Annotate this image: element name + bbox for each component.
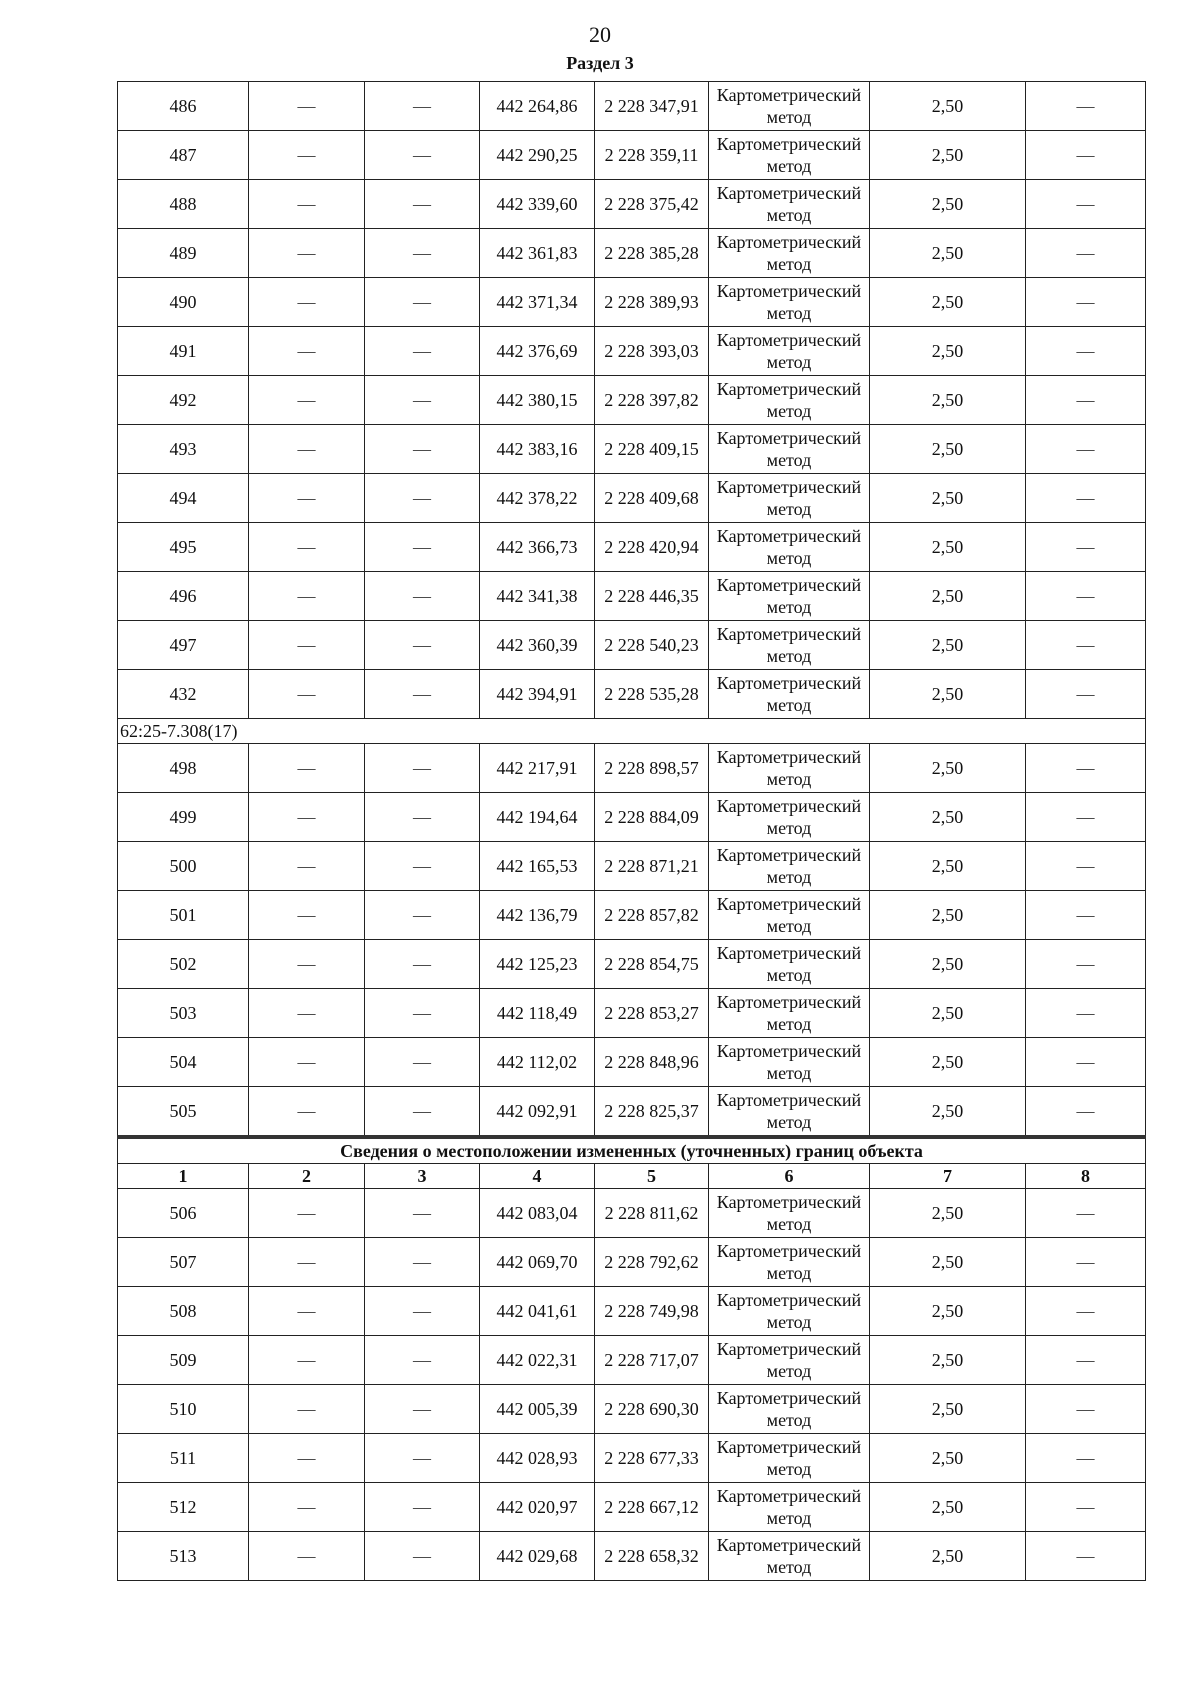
accuracy-value: 2,50 (870, 793, 1026, 842)
coordinate-x: 442 005,39 (480, 1385, 595, 1434)
method-cell: Картометрический метод (709, 1087, 870, 1138)
accuracy-value: 2,50 (870, 940, 1026, 989)
coordinate-x: 442 290,25 (480, 131, 595, 180)
column-3-value: — (365, 131, 480, 180)
coordinate-x: 442 394,91 (480, 670, 595, 719)
column-3-value: — (365, 744, 480, 793)
point-number: 499 (118, 793, 249, 842)
column-8-value: — (1026, 229, 1146, 278)
table-row (118, 1189, 1146, 1238)
table-row (118, 1287, 1146, 1336)
column-8-value: — (1026, 572, 1146, 621)
accuracy-value: 2,50 (870, 229, 1026, 278)
coordinate-x: 442 360,39 (480, 621, 595, 670)
point-number: 506 (118, 1189, 249, 1238)
column-8-value: — (1026, 180, 1146, 229)
column-2-value: — (249, 1483, 365, 1532)
coordinate-y: 2 228 540,23 (595, 621, 709, 670)
column-2-value: — (249, 327, 365, 376)
column-2-value: — (249, 842, 365, 891)
coordinate-x: 442 217,91 (480, 744, 595, 793)
accuracy-value: 2,50 (870, 744, 1026, 793)
accuracy-value: 2,50 (870, 278, 1026, 327)
column-8-value: — (1026, 1038, 1146, 1087)
column-3-value: — (365, 572, 480, 621)
coordinate-x: 442 366,73 (480, 523, 595, 572)
accuracy-value: 2,50 (870, 1483, 1026, 1532)
column-2-value: — (249, 82, 365, 131)
column-3-value: — (365, 376, 480, 425)
coordinate-x: 442 069,70 (480, 1238, 595, 1287)
accuracy-value: 2,50 (870, 1434, 1026, 1483)
coordinate-y: 2 228 853,27 (595, 989, 709, 1038)
coordinate-y: 2 228 677,33 (595, 1434, 709, 1483)
column-8-value: — (1026, 989, 1146, 1038)
column-2-value: — (249, 989, 365, 1038)
method-cell: Картометрический метод (709, 180, 870, 229)
table-row (118, 229, 1146, 278)
coordinate-y: 2 228 854,75 (595, 940, 709, 989)
column-2-value: — (249, 425, 365, 474)
point-number: 491 (118, 327, 249, 376)
column-3-value: — (365, 327, 480, 376)
coordinate-x: 442 136,79 (480, 891, 595, 940)
table-row (118, 1385, 1146, 1434)
column-2-value: — (249, 1189, 365, 1238)
table-row (118, 425, 1146, 474)
coordinate-x: 442 092,91 (480, 1087, 595, 1138)
point-number: 489 (118, 229, 249, 278)
point-number: 505 (118, 1087, 249, 1138)
accuracy-value: 2,50 (870, 1087, 1026, 1138)
accuracy-value: 2,50 (870, 621, 1026, 670)
accuracy-value: 2,50 (870, 523, 1026, 572)
table-section-group (118, 744, 1146, 1138)
method-cell: Картометрический метод (709, 523, 870, 572)
column-3-value: — (365, 670, 480, 719)
point-number: 497 (118, 621, 249, 670)
column-3-value: — (365, 1038, 480, 1087)
column-8-value: — (1026, 1336, 1146, 1385)
coordinate-x: 442 341,38 (480, 572, 595, 621)
table-row (118, 793, 1146, 842)
accuracy-value: 2,50 (870, 891, 1026, 940)
column-3-value: — (365, 1087, 480, 1138)
column-8-value: — (1026, 1087, 1146, 1138)
section-heading: Сведения о местоположении измененных (уточненных) границ объекта (118, 1137, 1146, 1164)
table-row (118, 621, 1146, 670)
coordinate-x: 442 194,64 (480, 793, 595, 842)
point-number: 504 (118, 1038, 249, 1087)
column-8-value: — (1026, 1287, 1146, 1336)
column-2-value: — (249, 229, 365, 278)
coordinate-x: 442 361,83 (480, 229, 595, 278)
column-3-value: — (365, 180, 480, 229)
method-cell: Картометрический метод (709, 940, 870, 989)
column-2-value: — (249, 1336, 365, 1385)
accuracy-value: 2,50 (870, 1189, 1026, 1238)
column-8-value: — (1026, 1189, 1146, 1238)
table-row (118, 278, 1146, 327)
coordinate-y: 2 228 848,96 (595, 1038, 709, 1087)
coordinate-x: 442 118,49 (480, 989, 595, 1038)
column-number: 1 (118, 1164, 249, 1189)
column-number: 4 (480, 1164, 595, 1189)
table-row (118, 1434, 1146, 1483)
column-3-value: — (365, 82, 480, 131)
point-number: 510 (118, 1385, 249, 1434)
coordinate-x: 442 020,97 (480, 1483, 595, 1532)
point-number: 488 (118, 180, 249, 229)
method-cell: Картометрический метод (709, 82, 870, 131)
method-cell: Картометрический метод (709, 229, 870, 278)
method-cell: Картометрический метод (709, 1336, 870, 1385)
coordinate-y: 2 228 359,11 (595, 131, 709, 180)
table-row (118, 1532, 1146, 1581)
coordinate-y: 2 228 393,03 (595, 327, 709, 376)
column-2-value: — (249, 523, 365, 572)
accuracy-value: 2,50 (870, 670, 1026, 719)
column-3-value: — (365, 278, 480, 327)
method-cell: Картометрический метод (709, 376, 870, 425)
coordinate-y: 2 228 535,28 (595, 670, 709, 719)
column-8-value: — (1026, 131, 1146, 180)
coordinate-y: 2 228 397,82 (595, 376, 709, 425)
method-cell: Картометрический метод (709, 327, 870, 376)
method-cell: Картометрический метод (709, 425, 870, 474)
table-row (118, 1336, 1146, 1385)
point-number: 487 (118, 131, 249, 180)
point-number: 432 (118, 670, 249, 719)
coordinate-x: 442 083,04 (480, 1189, 595, 1238)
table-section-heading (118, 1137, 1146, 1189)
accuracy-value: 2,50 (870, 1238, 1026, 1287)
column-3-value: — (365, 1532, 480, 1581)
column-8-value: — (1026, 1483, 1146, 1532)
table-row (118, 940, 1146, 989)
column-8-value: — (1026, 744, 1146, 793)
coordinate-x: 442 028,93 (480, 1434, 595, 1483)
column-8-value: — (1026, 891, 1146, 940)
column-8-value: — (1026, 327, 1146, 376)
point-number: 493 (118, 425, 249, 474)
column-8-value: — (1026, 82, 1146, 131)
accuracy-value: 2,50 (870, 180, 1026, 229)
method-cell: Картометрический метод (709, 1434, 870, 1483)
method-cell: Картометрический метод (709, 1238, 870, 1287)
column-8-value: — (1026, 376, 1146, 425)
coordinate-y: 2 228 389,93 (595, 278, 709, 327)
point-number: 513 (118, 1532, 249, 1581)
table-row (118, 989, 1146, 1038)
column-2-value: — (249, 376, 365, 425)
coordinate-x: 442 264,86 (480, 82, 595, 131)
column-2-value: — (249, 1238, 365, 1287)
table-row (118, 891, 1146, 940)
point-number: 508 (118, 1287, 249, 1336)
point-number: 494 (118, 474, 249, 523)
point-number: 486 (118, 82, 249, 131)
coordinate-y: 2 228 717,07 (595, 1336, 709, 1385)
column-3-value: — (365, 891, 480, 940)
table-row (118, 572, 1146, 621)
method-cell: Картометрический метод (709, 744, 870, 793)
column-8-value: — (1026, 1238, 1146, 1287)
coordinates-table (117, 81, 1146, 1581)
column-3-value: — (365, 793, 480, 842)
coordinate-y: 2 228 347,91 (595, 82, 709, 131)
column-3-value: — (365, 1385, 480, 1434)
accuracy-value: 2,50 (870, 1336, 1026, 1385)
coordinate-y: 2 228 658,32 (595, 1532, 709, 1581)
accuracy-value: 2,50 (870, 572, 1026, 621)
column-8-value: — (1026, 1385, 1146, 1434)
coordinate-y: 2 228 385,28 (595, 229, 709, 278)
table-section-bottom (118, 1189, 1146, 1581)
column-2-value: — (249, 131, 365, 180)
column-2-value: — (249, 1434, 365, 1483)
column-2-value: — (249, 1385, 365, 1434)
column-3-value: — (365, 621, 480, 670)
column-3-value: — (365, 842, 480, 891)
table-row (118, 474, 1146, 523)
accuracy-value: 2,50 (870, 131, 1026, 180)
column-2-value: — (249, 1038, 365, 1087)
accuracy-value: 2,50 (870, 376, 1026, 425)
accuracy-value: 2,50 (870, 474, 1026, 523)
point-number: 490 (118, 278, 249, 327)
method-cell: Картометрический метод (709, 670, 870, 719)
column-8-value: — (1026, 523, 1146, 572)
coordinate-y: 2 228 898,57 (595, 744, 709, 793)
accuracy-value: 2,50 (870, 1385, 1026, 1434)
column-3-value: — (365, 1336, 480, 1385)
table-row (118, 670, 1146, 719)
column-2-value: — (249, 474, 365, 523)
column-number: 2 (249, 1164, 365, 1189)
method-cell: Картометрический метод (709, 621, 870, 670)
coordinate-x: 442 378,22 (480, 474, 595, 523)
column-8-value: — (1026, 278, 1146, 327)
table-row (118, 744, 1146, 793)
column-2-value: — (249, 278, 365, 327)
group-label: 62:25-7.308(17) (118, 719, 1146, 744)
point-number: 511 (118, 1434, 249, 1483)
point-number: 509 (118, 1336, 249, 1385)
column-3-value: — (365, 989, 480, 1038)
accuracy-value: 2,50 (870, 1287, 1026, 1336)
column-8-value: — (1026, 940, 1146, 989)
accuracy-value: 2,50 (870, 82, 1026, 131)
section-title: Раздел 3 (566, 53, 634, 73)
column-8-value: — (1026, 793, 1146, 842)
column-2-value: — (249, 621, 365, 670)
method-cell: Картометрический метод (709, 793, 870, 842)
table-row (118, 842, 1146, 891)
column-number: 6 (709, 1164, 870, 1189)
method-cell: Картометрический метод (709, 278, 870, 327)
table-group-header (118, 719, 1146, 744)
accuracy-value: 2,50 (870, 989, 1026, 1038)
column-3-value: — (365, 1434, 480, 1483)
coordinate-x: 442 371,34 (480, 278, 595, 327)
method-cell: Картометрический метод (709, 1038, 870, 1087)
coordinate-x: 442 125,23 (480, 940, 595, 989)
coordinate-y: 2 228 409,68 (595, 474, 709, 523)
column-3-value: — (365, 229, 480, 278)
column-number: 5 (595, 1164, 709, 1189)
method-cell: Картометрический метод (709, 1189, 870, 1238)
table-row (118, 376, 1146, 425)
coordinate-y: 2 228 690,30 (595, 1385, 709, 1434)
point-number: 495 (118, 523, 249, 572)
coordinate-y: 2 228 825,37 (595, 1087, 709, 1138)
coordinate-y: 2 228 792,62 (595, 1238, 709, 1287)
point-number: 492 (118, 376, 249, 425)
table-row (118, 327, 1146, 376)
column-2-value: — (249, 572, 365, 621)
column-2-value: — (249, 793, 365, 842)
coordinate-y: 2 228 857,82 (595, 891, 709, 940)
table-row (118, 180, 1146, 229)
coordinate-y: 2 228 375,42 (595, 180, 709, 229)
point-number: 512 (118, 1483, 249, 1532)
column-2-value: — (249, 940, 365, 989)
table-row (118, 1087, 1146, 1138)
column-8-value: — (1026, 1434, 1146, 1483)
method-cell: Картометрический метод (709, 842, 870, 891)
coordinate-y: 2 228 446,35 (595, 572, 709, 621)
method-cell: Картометрический метод (709, 474, 870, 523)
method-cell: Картометрический метод (709, 572, 870, 621)
method-cell: Картометрический метод (709, 1483, 870, 1532)
accuracy-value: 2,50 (870, 1038, 1026, 1087)
column-2-value: — (249, 891, 365, 940)
table-row (118, 1238, 1146, 1287)
group-label-row (118, 719, 1146, 744)
coordinate-x: 442 029,68 (480, 1532, 595, 1581)
coordinate-y: 2 228 884,09 (595, 793, 709, 842)
coordinate-y: 2 228 420,94 (595, 523, 709, 572)
column-8-value: — (1026, 842, 1146, 891)
column-number: 7 (870, 1164, 1026, 1189)
column-3-value: — (365, 474, 480, 523)
table-row (118, 1038, 1146, 1087)
section-heading-row (118, 1137, 1146, 1164)
coordinate-x: 442 376,69 (480, 327, 595, 376)
method-cell: Картометрический метод (709, 891, 870, 940)
column-3-value: — (365, 940, 480, 989)
accuracy-value: 2,50 (870, 1532, 1026, 1581)
accuracy-value: 2,50 (870, 327, 1026, 376)
page-number: 20 (589, 22, 611, 47)
method-cell: Картометрический метод (709, 1385, 870, 1434)
column-8-value: — (1026, 670, 1146, 719)
column-2-value: — (249, 670, 365, 719)
column-2-value: — (249, 744, 365, 793)
point-number: 502 (118, 940, 249, 989)
column-number: 3 (365, 1164, 480, 1189)
column-numbers-row (118, 1164, 1146, 1189)
table-section-top (118, 82, 1146, 719)
column-3-value: — (365, 1483, 480, 1532)
point-number: 503 (118, 989, 249, 1038)
table-row (118, 82, 1146, 131)
column-2-value: — (249, 1087, 365, 1138)
coordinate-x: 442 041,61 (480, 1287, 595, 1336)
method-cell: Картометрический метод (709, 1532, 870, 1581)
point-number: 498 (118, 744, 249, 793)
column-2-value: — (249, 180, 365, 229)
coordinate-y: 2 228 871,21 (595, 842, 709, 891)
point-number: 496 (118, 572, 249, 621)
column-number: 8 (1026, 1164, 1146, 1189)
column-3-value: — (365, 1189, 480, 1238)
coordinate-y: 2 228 667,12 (595, 1483, 709, 1532)
column-8-value: — (1026, 474, 1146, 523)
column-8-value: — (1026, 1532, 1146, 1581)
point-number: 501 (118, 891, 249, 940)
column-3-value: — (365, 523, 480, 572)
method-cell: Картометрический метод (709, 989, 870, 1038)
column-8-value: — (1026, 621, 1146, 670)
coordinate-x: 442 165,53 (480, 842, 595, 891)
column-3-value: — (365, 1238, 480, 1287)
column-3-value: — (365, 1287, 480, 1336)
coordinate-x: 442 022,31 (480, 1336, 595, 1385)
method-cell: Картометрический метод (709, 131, 870, 180)
table-row (118, 1483, 1146, 1532)
coordinate-y: 2 228 749,98 (595, 1287, 709, 1336)
coordinate-x: 442 339,60 (480, 180, 595, 229)
accuracy-value: 2,50 (870, 842, 1026, 891)
table-row (118, 131, 1146, 180)
point-number: 500 (118, 842, 249, 891)
coordinate-x: 442 383,16 (480, 425, 595, 474)
coordinate-x: 442 112,02 (480, 1038, 595, 1087)
column-2-value: — (249, 1287, 365, 1336)
table-row (118, 523, 1146, 572)
column-2-value: — (249, 1532, 365, 1581)
method-cell: Картометрический метод (709, 1287, 870, 1336)
column-8-value: — (1026, 425, 1146, 474)
column-3-value: — (365, 425, 480, 474)
coordinate-y: 2 228 811,62 (595, 1189, 709, 1238)
accuracy-value: 2,50 (870, 425, 1026, 474)
point-number: 507 (118, 1238, 249, 1287)
coordinate-x: 442 380,15 (480, 376, 595, 425)
coordinate-y: 2 228 409,15 (595, 425, 709, 474)
